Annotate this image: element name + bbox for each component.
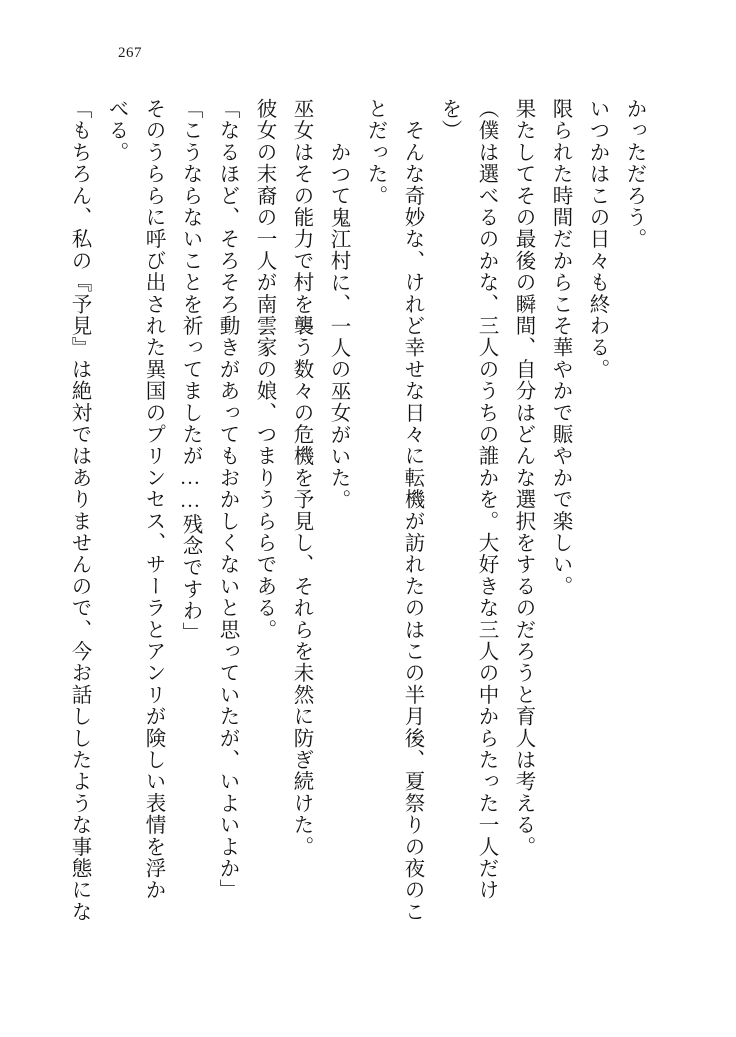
text-column: べる。 (105, 98, 127, 164)
text-column: いつかはこの日々も終わる。 (586, 98, 608, 381)
text-column: 「こうならないことを祈ってましたが……残念ですわ」 (179, 98, 201, 644)
text-column: かっただろう。 (623, 98, 645, 250)
text-column: 彼女の末裔の一人が南雲家の娘、つまりうららである。 (253, 98, 275, 641)
text-column: （僕は選べるのかな、三人のうちの誰かを。大好きな三人の中からたった一人だけ (475, 98, 497, 901)
text-column: 「もちろん、私の『予見』は絶対ではありませんので、今お話ししたような事態にな (68, 98, 90, 923)
text-column: そのうららに呼び出された異国のプリンセス、サーラとアンリが険しい表情を浮か (142, 98, 164, 901)
text-column: 限られた時間だからこそ華やかで賑やかで楽しい。 (549, 98, 571, 598)
text-column: かつて鬼江村に、一人の巫女がいた。 (327, 120, 349, 511)
page-number: 267 (118, 45, 142, 61)
text-column: そんな奇妙な、けれど幸せな日々に転機が訪れたのはこの半月後、夏祭りの夜のこ (401, 98, 423, 923)
text-column: とだった。 (364, 98, 386, 207)
vertical-text-block (68, 98, 652, 978)
text-column: 巫女はその能力で村を襲う数々の危機を予見し、それらを未然に防ぎ続けた。 (290, 98, 312, 858)
text-column: 「なるほど、そろそろ動きがあってもおかしくないと思っていたが、いよいよか」 (216, 98, 238, 901)
text-column: 果たしてその最後の瞬間、自分はどんな選択をするのだろうと育人は考える。 (512, 98, 534, 858)
text-column: を） (438, 98, 460, 142)
